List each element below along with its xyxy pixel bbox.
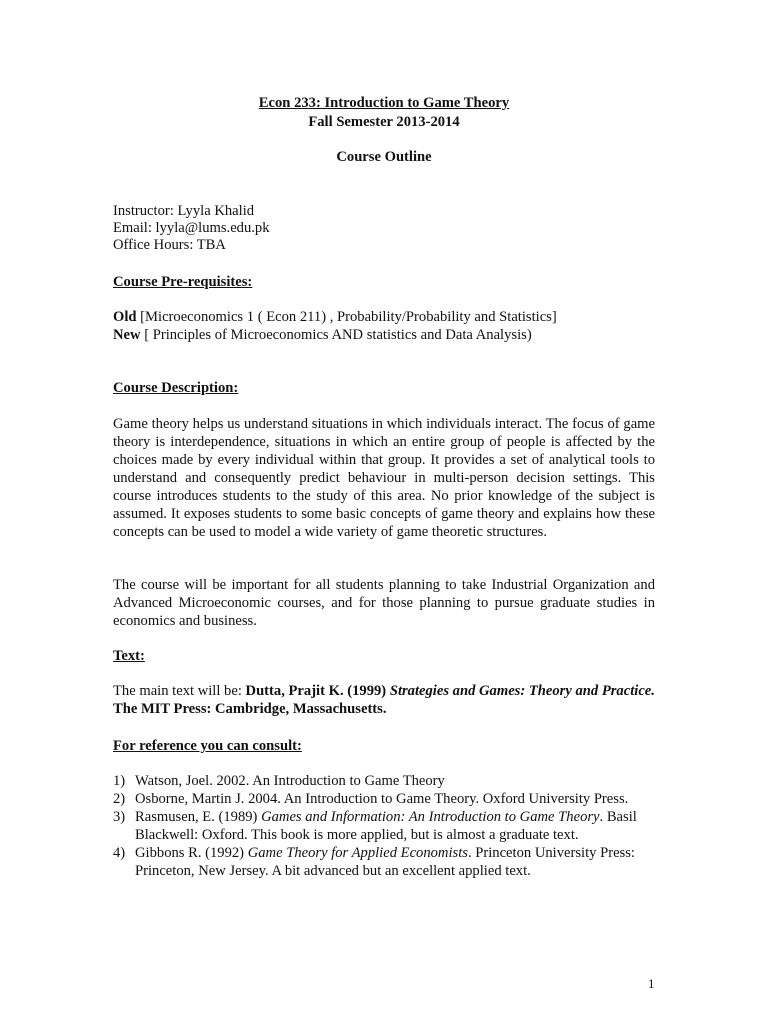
office-hours-line: Office Hours: TBA (113, 237, 226, 253)
reference-text: Gibbons R. (1992) (135, 845, 248, 861)
reference-item (113, 790, 658, 808)
references-heading: For reference you can consult: (113, 738, 302, 754)
text-heading: Text: (113, 648, 145, 664)
prereq-old-label: Old (113, 309, 137, 325)
prereq-old (113, 308, 557, 326)
reference-text-rest: . Basil Blackwell: Oxford. This book is more applied, but is almost a graduate text. (135, 809, 637, 843)
prereq-new-label: New (113, 327, 141, 343)
reference-item (113, 808, 658, 844)
reference-number: 3) (113, 809, 126, 825)
reference-item (113, 772, 658, 790)
page-number: 1 (648, 976, 655, 991)
semester-line: Fall Semester 2013-2014 (308, 114, 460, 130)
prereq-heading: Course Pre-requisites: (113, 274, 253, 290)
prereq-new-text: [ Principles of Microeconomics AND statistics and Data Analysis) (140, 327, 532, 343)
reference-text: Rasmusen, E. (1989) (135, 809, 262, 825)
main-text-author: Dutta, Prajit K. (1999) (245, 683, 390, 699)
reference-number: 1) (113, 773, 126, 789)
reference-number: 4) (113, 845, 126, 861)
description-heading: Course Description: (113, 380, 239, 396)
reference-item (113, 844, 658, 880)
description-paragraph-1: Game theory helps us understand situations in which individuals interact. The focus of game theory is interdependence, situations in which an entire group of people is affected by the choices made by every individual within that group. It provides a set of analytical tools to understand and consequently predict behaviour in multi-person decision settings. This course introduces students to the study of this area. No prior knowledge of the subject is assumed. It exposes students to some basic concepts of game theory and explains how these concepts can be used to model a wide variety of game theoretic structures. (113, 416, 655, 540)
course-title: Econ 233: Introduction to Game Theory (258, 95, 510, 111)
main-text-publisher: The MIT Press: Cambridge, Massachusetts. (113, 701, 387, 717)
main-text-book-title: Strategies and Games: Theory and Practice. (389, 683, 655, 699)
instructor-line: Instructor: Lyyla Khalid (113, 203, 255, 219)
document-title: Course Outline (336, 149, 432, 165)
main-text-citation (113, 682, 655, 718)
email-line: Email: lyyla@lums.edu.pk (113, 220, 270, 236)
reference-text: Osborne, Martin J. 2004. An Introduction to Game Theory. Oxford University Press. (135, 791, 629, 807)
main-text-intro: The main text will be: (113, 683, 246, 699)
prereq-old-text: [Microeconomics 1 ( Econ 211) , Probability/Probability and Statistics] (136, 309, 557, 325)
reference-list (113, 772, 658, 880)
reference-text-rest: . Princeton University Press: Princeton, New Jersey. A bit advanced but an excellent applied text. (135, 845, 635, 879)
prereq-new (113, 326, 532, 344)
reference-title: Games and Information: An Introduction to Game Theory (261, 809, 600, 825)
reference-number: 2) (113, 791, 126, 807)
description-paragraph-2: The course will be important for all students planning to take Industrial Organization and Advanced Microeconomic courses, and for those planning to pursue graduate studies in economics and business. (113, 577, 655, 629)
reference-text: Watson, Joel. 2002. An Introduction to Game Theory (135, 773, 445, 789)
reference-title: Game Theory for Applied Economists (247, 845, 468, 861)
